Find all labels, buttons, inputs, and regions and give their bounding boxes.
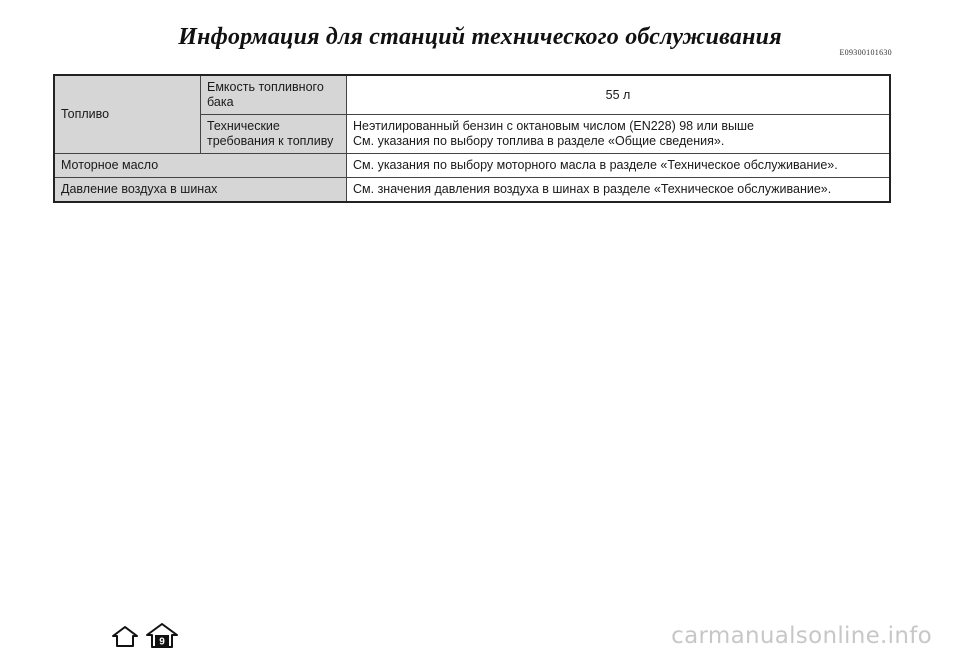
engine-oil-value-cell: См. указания по выбору моторного масла в разделе «Техническое обслуживание».: [347, 154, 891, 178]
service-info-table: [53, 74, 891, 203]
engine-oil-label-cell: Моторное масло: [54, 154, 347, 178]
fuel-label-cell: Топливо: [54, 75, 201, 154]
tank-capacity-label-cell: Емкость топливного бака: [201, 75, 347, 115]
table-row-engine-oil: [54, 154, 890, 178]
chapter-number: 9: [159, 636, 165, 648]
tire-pressure-label-cell: Давление воздуха в шинах: [54, 178, 347, 203]
fuel-requirements-line-2: См. указания по выбору топлива в разделе «Общие сведения».: [353, 134, 725, 148]
home-icon[interactable]: [111, 625, 139, 649]
page-title: Информация для станций технического обслуживания: [178, 24, 782, 50]
fuel-requirements-label-cell: Технические требования к топливу: [201, 115, 347, 154]
document-code: E09300101630: [839, 48, 892, 57]
chapter-home-icon[interactable]: [145, 622, 179, 650]
tank-capacity-value-cell: 55 л: [347, 75, 891, 115]
fuel-requirements-value-cell: [347, 115, 891, 154]
tire-pressure-value-cell: См. значения давления воздуха в шинах в разделе «Техническое обслуживание».: [347, 178, 891, 203]
fuel-requirements-line-1: Неэтилированный бензин с октановым числом (EN228) 98 или выше: [353, 119, 754, 133]
table-row-tank-capacity: [54, 75, 890, 115]
table-row-tire-pressure: [54, 178, 890, 203]
watermark: carmanualsonline.info: [671, 623, 932, 649]
